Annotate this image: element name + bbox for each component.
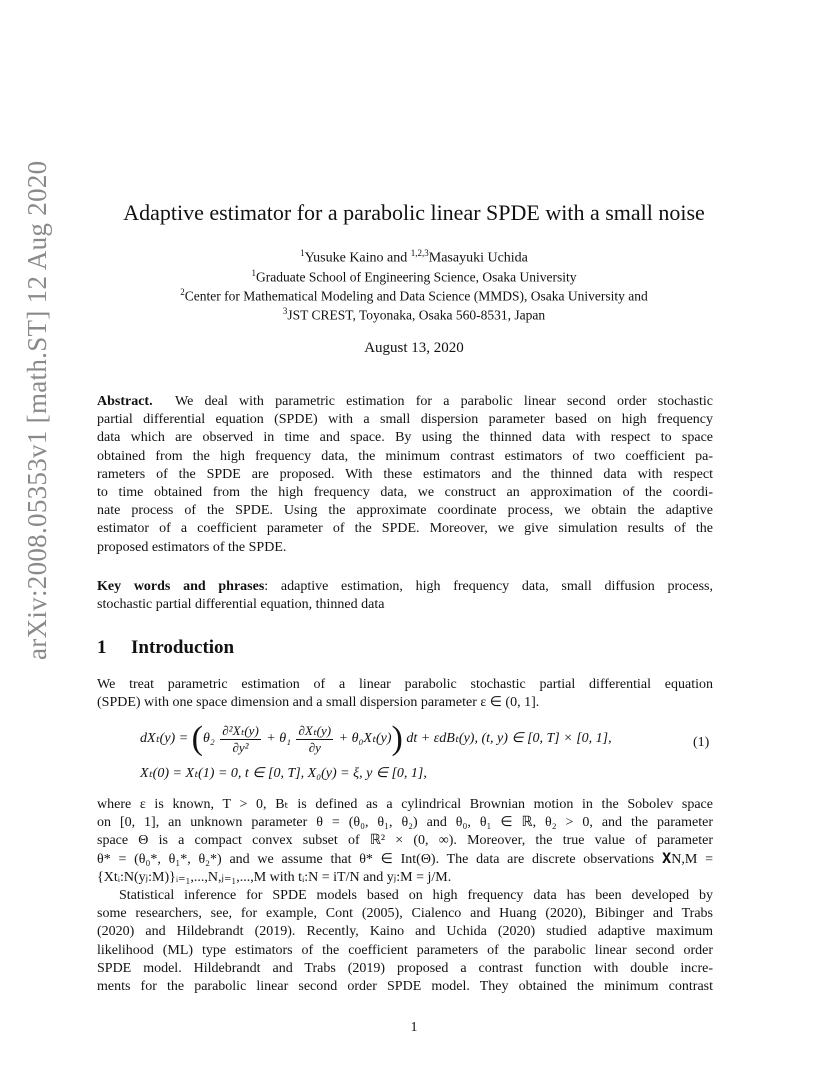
definitions-paragraph [97,796,713,887]
literature-line: (2020) and Hildebrandt (2019). Recently, Kaino and Uchida (2020) studied adaptive maximum [97,924,713,940]
abstract-label: Abstract. [97,394,153,409]
literature-paragraph [97,887,713,996]
eq-theta1: + θ₁ [266,731,291,747]
abstract-line: to time obtained from the high frequency data, we construct an approximation of the coordi- [97,484,713,500]
arxiv-identifier-stamp: arXiv:2008.05353v1 [math.ST] 12 Aug 2020 [22,160,52,660]
paper-title: Adaptive estimator for a parabolic linear SPDE with a small noise [123,200,705,225]
affiliation-2 [0,287,828,305]
frac2-numerator: ∂Xₜ(y) [298,722,332,738]
definitions-line: space Θ is a compact convex subset of ℝ² × (0, ∞). Moreover, the true value of parameter [97,833,713,849]
eq-fraction-1 [220,723,261,756]
eq-lhs: dXₜ(y) = [140,731,189,747]
eq-theta0-term: + θ₀Xₜ(y) [338,731,392,747]
author1-superscript: 1 [300,248,305,258]
intro-paragraph [97,676,713,712]
keywords-label: Key words and phrases [97,579,265,594]
keywords-line [97,578,713,596]
eq-theta2: θ₂ [203,731,215,747]
definitions-line: where ε is known, T > 0, Bₜ is defined as a cylindrical Brownian motion in the Sobolev space [97,797,713,812]
author2-name: Masayuki Uchida [428,250,528,266]
section-number: 1 [97,637,107,658]
affiliation-1 [0,268,828,286]
keywords [97,578,713,614]
author2-superscript: 1,2,3 [410,248,429,258]
equation-number: (1) [693,735,710,750]
abstract-line: obtained from the high frequency data, the minimum contrast estimators of two coefficient pa- [97,448,713,464]
abstract-text: We deal with parametric estimation for a parabolic linear second order stochastic [175,394,713,409]
page-number: 1 [410,1020,418,1035]
abstract-line: proposed estimators of the SPDE. [97,539,287,555]
affiliation-2-sup: 2 [180,287,185,297]
abstract-line [97,393,713,411]
affiliation-2-text: Center for Mathematical Modeling and Data Science (MMDS), Osaka University and [184,288,648,304]
abstract-line: estimator of a coefficient parameter of the SPDE. Moreover, we give simulation results of the [97,521,713,537]
affiliation-1-sup: 1 [251,268,256,278]
right-paren-icon: ) [391,720,403,757]
affiliation-1-text: Graduate School of Engineering Science, Osaka University [255,269,577,285]
affiliation-3-sup: 3 [282,306,288,316]
left-paren-icon: ( [191,720,203,757]
literature-line: SPDE model. Hildebrandt and Trabs (2019) proposed a contrast function with double incre- [97,960,713,976]
frac1-numerator: ∂²Xₜ(y) [222,722,259,738]
intro-line: (SPDE) with one space dimension and a small dispersion parameter ε ∈ (0, 1]. [97,695,540,711]
definitions-line: on [0, 1], an unknown parameter θ = (θ₀, θ₁, θ₂) and θ₀, θ₁ ∈ ℝ, θ₂ > 0, and the parameter [97,815,713,831]
abstract-line: data which are observed in time and space. By using the thinned data with respect to space [97,430,713,446]
literature-line: Statistical inference for SPDE models based on high frequency data has been developed by [119,888,713,903]
keywords-text: : adaptive estimation, high frequency data, small diffusion process, [264,579,713,594]
eq-rest: dt + εdBₜ(y), (t, y) ∈ [0, T] × [0, 1], [406,731,612,747]
literature-line: some researchers, see, for example, Cont (2005), Cialenco and Huang (2020), Bibinger and Trabs [97,906,713,922]
definitions-line: {Xtᵢ:N(yⱼ:M)}ᵢ₌₁,...,N,ⱼ₌₁,...,M with tᵢ:N = iT/N and yⱼ:M = j/M. [97,869,452,885]
definitions-line: θ* = (θ₀*, θ₁*, θ₂*) and we assume that θ* ∈ Int(Θ). The data are discrete observations 𝐗N,M = [97,851,713,867]
eq-fraction-2 [296,723,333,756]
abstract-line: nate process of the SPDE. Using the approximate coordinate process, we obtain the adaptive [97,503,713,519]
abstract-line: rameters of the SPDE are proposed. With these estimators and the thinned data with respect [97,466,713,482]
equation-1-line-1 [140,720,612,758]
literature-line: likelihood (ML) type estimators of the coefficient parameters of the parabolic linear second order [97,942,713,958]
literature-line: ments for the parabolic linear second order SPDE model. They obtained the minimum contrast [97,978,713,994]
section-title: Introduction [131,637,235,658]
intro-line: We treat parametric estimation of a linear parabolic stochastic partial differential equation [97,677,713,692]
equation-1-line-2: Xₜ(0) = Xₜ(1) = 0, t ∈ [0, T], X₀(y) = ξ, y ∈ [0, 1], [140,766,427,781]
frac1-denominator: ∂y² [232,739,249,755]
frac2-denominator: ∂y [308,739,321,755]
paper-date: August 13, 2020 [364,340,464,356]
author1-name: Yusuke Kaino and [304,250,411,266]
section-heading [97,637,234,659]
keywords-line: stochastic partial differential equation, thinned data [97,597,385,613]
affiliation-3 [0,306,828,324]
abstract-line: partial differential equation (SPDE) with a small dispersion parameter based on high frequency [97,412,713,428]
affiliation-3-text: JST CREST, Toyonaka, Osaka 560-8531, Japan [287,307,546,323]
author-line [0,248,828,267]
abstract [97,393,713,557]
